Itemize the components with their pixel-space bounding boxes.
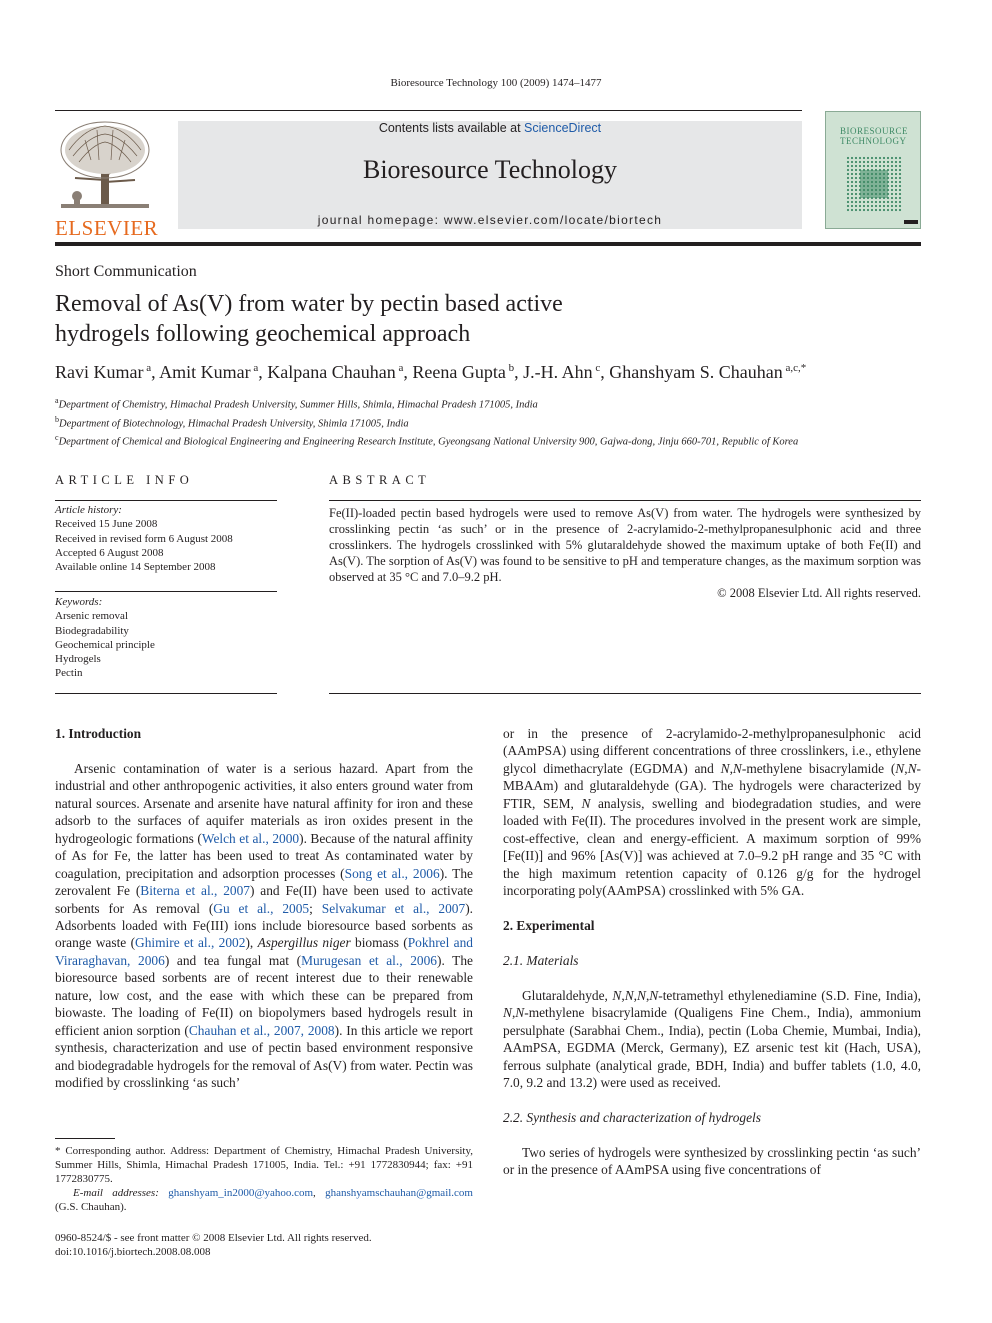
doi-line[interactable]: doi:10.1016/j.biortech.2008.08.008 bbox=[55, 1246, 211, 1258]
contents-prefix: Contents lists available at bbox=[378, 121, 525, 135]
journal-cover bbox=[825, 111, 921, 229]
text-run: , bbox=[621, 987, 625, 1003]
article-info-heading: ARTICLE INFO bbox=[55, 473, 194, 487]
copyright-line: © 2008 Elsevier Ltd. All rights reserved. bbox=[717, 586, 921, 600]
author-affil-marker: a,c,* bbox=[782, 362, 807, 374]
author-list bbox=[55, 362, 806, 383]
journal-banner bbox=[178, 121, 802, 229]
corresponding-author-note: * Corresponding author. Address: Department of Chemistry, Himachal Pradesh University, Summer Hills, Shimla, Himachal Pradesh 171005, India. Tel.: +91 1772830944; fax: +91 1772830775. bbox=[55, 1145, 473, 1185]
history-label: Article history: bbox=[55, 504, 122, 516]
text-run: -MBAAm) and glutaraldehyde (GA). The hydrogels were characterized by FTIR, SEM, bbox=[503, 760, 921, 811]
text-run: ), bbox=[245, 935, 258, 951]
keywords-label: Keywords: bbox=[55, 596, 103, 608]
left-column bbox=[55, 725, 473, 1092]
keyword-item: Biodegradability bbox=[55, 624, 129, 637]
author-affil-marker: a bbox=[395, 362, 404, 374]
citation-link[interactable]: Ghimire et al., 2002 bbox=[135, 935, 246, 951]
text-run: or in the presence of 2-acrylamido-2-methylpropanesulphonic acid (AAmPSA) using different concentrations of three crosslinkers, i.e., ethylene glycol dimethacrylate (EGDMA) and bbox=[503, 726, 921, 776]
italic-run: N bbox=[907, 760, 917, 776]
text-run: , bbox=[904, 760, 908, 776]
affiliation-marker: a bbox=[55, 396, 59, 405]
email-tail: (G.S. Chauhan). bbox=[55, 1201, 127, 1213]
sciencedirect-link[interactable]: ScienceDirect bbox=[524, 121, 602, 135]
elsevier-tree-icon bbox=[55, 120, 155, 212]
front-matter-info bbox=[55, 1231, 372, 1259]
italic-run: N bbox=[624, 987, 634, 1003]
affiliation-text: Department of Chemical and Biological Engineering and Engineering Research Institute, Gyeongsang National University 900, Gajwa-dong, Jinju 660-701, Republic of Korea bbox=[58, 436, 799, 448]
header-rule bbox=[55, 110, 802, 111]
italic-run: N bbox=[732, 760, 742, 776]
text-run: Arsenic contamination of water is a serious hazard. Apart from the industrial and other anthropogenic activities, it also enters ground water from natural sources. Arsenate and arsenite have natural affinity for iron and these adsorb to the surfaces of aquifer materials as iron oxides present in the hydrogeologic formations ( bbox=[55, 760, 473, 846]
italic-run: N bbox=[503, 1005, 512, 1021]
journal-homepage[interactable]: journal homepage: www.elsevier.com/locate/biortech bbox=[317, 213, 663, 227]
text-run: ). In this article we report synthesis, characterization and use of pectin based environment responsive and biodegradable hydrogels for the removal of As(V) from water. Pectin was modified by crosslinking ‘as such’ bbox=[55, 1022, 473, 1091]
text-run: -tetramethyl ethylenediamine (S.D. Fine, India), bbox=[658, 987, 921, 1003]
text-run: ). The zerovalent Fe ( bbox=[55, 865, 473, 899]
citation-link[interactable]: Murugesan et al., 2006 bbox=[301, 952, 437, 968]
citation-link[interactable]: Gu et al., 2005 bbox=[213, 900, 310, 916]
author-name: Reena Gupta bbox=[412, 362, 506, 382]
materials-heading: 2.1. Materials bbox=[503, 952, 579, 968]
keyword-item: Hydrogels bbox=[55, 653, 101, 666]
email-line bbox=[55, 1186, 473, 1214]
citation-link[interactable]: Welch et al., 2000 bbox=[201, 830, 300, 846]
experimental-heading: 2. Experimental bbox=[503, 917, 595, 933]
author-name: Amit Kumar bbox=[159, 362, 251, 382]
keyword-item: Arsenic removal bbox=[55, 610, 128, 623]
keywords-box bbox=[55, 595, 277, 681]
italic-run: N bbox=[649, 987, 659, 1003]
article-title bbox=[55, 289, 755, 349]
author-separator: , bbox=[403, 362, 413, 382]
intro-continuation bbox=[503, 725, 921, 900]
text-run: , bbox=[645, 987, 650, 1003]
citation-link[interactable]: Biterna et al., 2007 bbox=[140, 883, 250, 899]
author-name: J.-H. Ahn bbox=[523, 362, 593, 382]
text-run: Glutaraldehyde, bbox=[522, 987, 613, 1003]
email-label: E-mail addresses: bbox=[73, 1187, 159, 1199]
author-affil-marker: a bbox=[250, 362, 259, 374]
elsevier-wordmark: ELSEVIER bbox=[55, 216, 159, 240]
text-run: analysis, swelling and biodegradation studies, and were loaded with Fe(II). The procedures involved in the present work are simple, cost-effective, clean and energy-efficient. A maximum sorption of 99% [Fe(II)] and 96% [As(V)] was achieved at 7.0–9.2 pH range and 35 °C with the high maximum retention capacity of 0.126 g/g for the hydrogel incorporating poly(AAmPSA) crosslinked with 5% GA. bbox=[503, 795, 921, 899]
issn-line: 0960-8524/$ - see front matter © 2008 Elsevier Ltd. All rights reserved. bbox=[55, 1232, 372, 1244]
abstract-heading: ABSTRACT bbox=[329, 473, 431, 487]
article-type: Short Communication bbox=[55, 263, 197, 280]
article-info-rule-bottom bbox=[55, 693, 277, 694]
text-run: biomass ( bbox=[350, 935, 408, 951]
synthesis-paragraph: Two series of hydrogels were synthesized by crosslinking pectin ‘as such’ or in the presence of AAmPSA using five concentrations of bbox=[503, 1144, 921, 1178]
history-item: Received in revised form 6 August 2008 bbox=[55, 532, 233, 545]
history-item: Received 15 June 2008 bbox=[55, 518, 158, 531]
keyword-item: Geochemical principle bbox=[55, 638, 155, 651]
affiliation-marker: b bbox=[55, 414, 59, 424]
email-separator: , bbox=[313, 1187, 326, 1199]
citation-link[interactable]: Chauhan et al., 2007, 2008 bbox=[188, 1022, 335, 1038]
author-name: Ghanshyam S. Chauhan bbox=[609, 362, 783, 382]
text-run: -methylene bisacrylamide ( bbox=[741, 760, 896, 776]
text-run: ). Because of the natural affinity of As for Fe, the latter has been used to treat As contaminated water by coagulation, precipitation and adsorption processes ( bbox=[55, 830, 473, 881]
keywords-list bbox=[55, 609, 277, 680]
author-separator: , bbox=[514, 362, 524, 382]
italic-run: N bbox=[515, 1005, 525, 1021]
text-run: , bbox=[633, 987, 637, 1003]
keyword-item: Pectin bbox=[55, 667, 83, 680]
footnote bbox=[55, 1144, 473, 1214]
text-run: -methylene bisacrylamide (Qualigens Fine Chem., India), ammonium persulphate (Sarabhai Chem., India), pectin (Loba Chemie, Mumbai, India), AAmPSA, EGDMA (Merck, Germany), EZ arsenic test kit (Hach, USA), ferrous sulphate (analytical grade, BDH, India) and buffer tablets (1.0, 4.0, 7.0, 9.2 and 13.2) were used as received. bbox=[503, 1005, 921, 1091]
affiliation bbox=[55, 394, 935, 413]
right-column bbox=[503, 725, 921, 1179]
affiliation-list bbox=[55, 394, 935, 450]
italic-run: N bbox=[720, 760, 730, 776]
author-affil-marker: a bbox=[143, 362, 152, 374]
text-run: ) and tea fungal mat ( bbox=[164, 952, 302, 968]
affiliation bbox=[55, 431, 935, 450]
italic-run: N bbox=[895, 760, 905, 776]
text-run: ). The bioresource based sorbents are of recent interest due to their renewable nature, low cost, and the ease with which these can be prepared from biowaste. The loading of Fe(II) on biopolymers based hydrogels result in efficient anion sorption ( bbox=[55, 952, 474, 1038]
text-run: ; bbox=[309, 900, 322, 916]
elsevier-logo bbox=[55, 120, 159, 240]
journal-citation: Bioresource Technology 100 (2009) 1474–1477 bbox=[390, 77, 602, 89]
synthesis-heading: 2.2. Synthesis and characterization of hydrogels bbox=[503, 1109, 761, 1125]
affiliation-text: Department of Biotechnology, Himachal Pradesh University, Shimla 171005, India bbox=[59, 418, 409, 429]
header-thick-rule bbox=[55, 242, 921, 246]
keywords-rule bbox=[55, 591, 277, 592]
author-affil-marker: b bbox=[505, 362, 515, 374]
abstract-text: Fe(II)-loaded pectin based hydrogels were used to remove As(V) from water. The hydrogels were synthesized by crosslinking pectin ‘as such’ or in the presence of 2-acrylamido-2-methylpropanesulphonic acid and three crosslinkers. The hydrogels crosslinked with 5% glutaraldehyde showed the maximum uptake of both Fe(II) and As(V). The sorption of As(V) was found to be sensitive to pH and temperature changes, as the maximum sorption was observed at 35 °C and 7.0–9.2 pH. bbox=[329, 506, 921, 584]
italic-run: N bbox=[581, 795, 591, 811]
text-run: ) and Fe(II) have been used to activate sorbents for As removal ( bbox=[55, 883, 473, 916]
intro-paragraph bbox=[55, 760, 473, 1092]
abstract-rule-bottom bbox=[329, 693, 921, 694]
citation-link[interactable]: Pokhrel and Viraraghavan, 2006 bbox=[55, 935, 474, 968]
cover-title-line2: TECHNOLOGY bbox=[840, 136, 907, 146]
text-run: , bbox=[729, 760, 733, 776]
abstract-rule-top bbox=[329, 500, 921, 501]
history-item: Accepted 6 August 2008 bbox=[55, 546, 164, 559]
author-separator: , bbox=[600, 362, 610, 382]
author-separator: , bbox=[151, 362, 160, 382]
footnote-rule bbox=[55, 1138, 115, 1139]
author-separator: , bbox=[258, 362, 268, 382]
article-history bbox=[55, 503, 277, 574]
author-affil-marker: c bbox=[592, 362, 601, 374]
intro-heading: 1. Introduction bbox=[55, 726, 142, 741]
author-name: Ravi Kumar bbox=[55, 362, 144, 382]
italic-run: N bbox=[612, 987, 622, 1003]
italic-run: N bbox=[637, 987, 646, 1003]
history-list bbox=[55, 517, 277, 574]
citation-link[interactable]: Selvakumar et al., 2007 bbox=[321, 900, 466, 916]
email-link-1[interactable]: ghanshyam_in2000@yahoo.com bbox=[168, 1187, 314, 1199]
article-info-rule-top bbox=[55, 500, 277, 501]
citation-link[interactable]: Song et al., 2006 bbox=[344, 865, 440, 881]
history-item: Available online 14 September 2008 bbox=[55, 561, 216, 574]
email-link-2[interactable]: ghanshyamschauhan@gmail.com bbox=[325, 1187, 473, 1199]
materials-paragraph bbox=[503, 987, 921, 1092]
cover-title-line1: BIORESOURCE bbox=[840, 126, 909, 136]
title-line-1: Removal of As(V) from water by pectin based active bbox=[55, 291, 563, 317]
italic-run: Aspergillus niger bbox=[257, 935, 351, 951]
author-name: Kalpana Chauhan bbox=[267, 362, 396, 382]
text-run: , bbox=[511, 1005, 516, 1021]
contents-line bbox=[178, 121, 802, 135]
affiliation-marker: c bbox=[55, 433, 59, 442]
title-line-2: hydrogels following geochemical approach bbox=[55, 321, 471, 347]
affiliation bbox=[55, 413, 935, 432]
journal-title: Bioresource Technology bbox=[362, 155, 618, 184]
abstract-body bbox=[329, 505, 921, 601]
cover-pattern-icon bbox=[826, 112, 921, 229]
affiliation-text: Department of Chemistry, Himachal Pradesh University, Summer Hills, Shimla, Himachal Pradesh 171005, India bbox=[58, 399, 538, 411]
text-run: ). Adsorbents loaded with Fe(III) ions include bioresource based sorbents as orange waste ( bbox=[55, 900, 473, 951]
